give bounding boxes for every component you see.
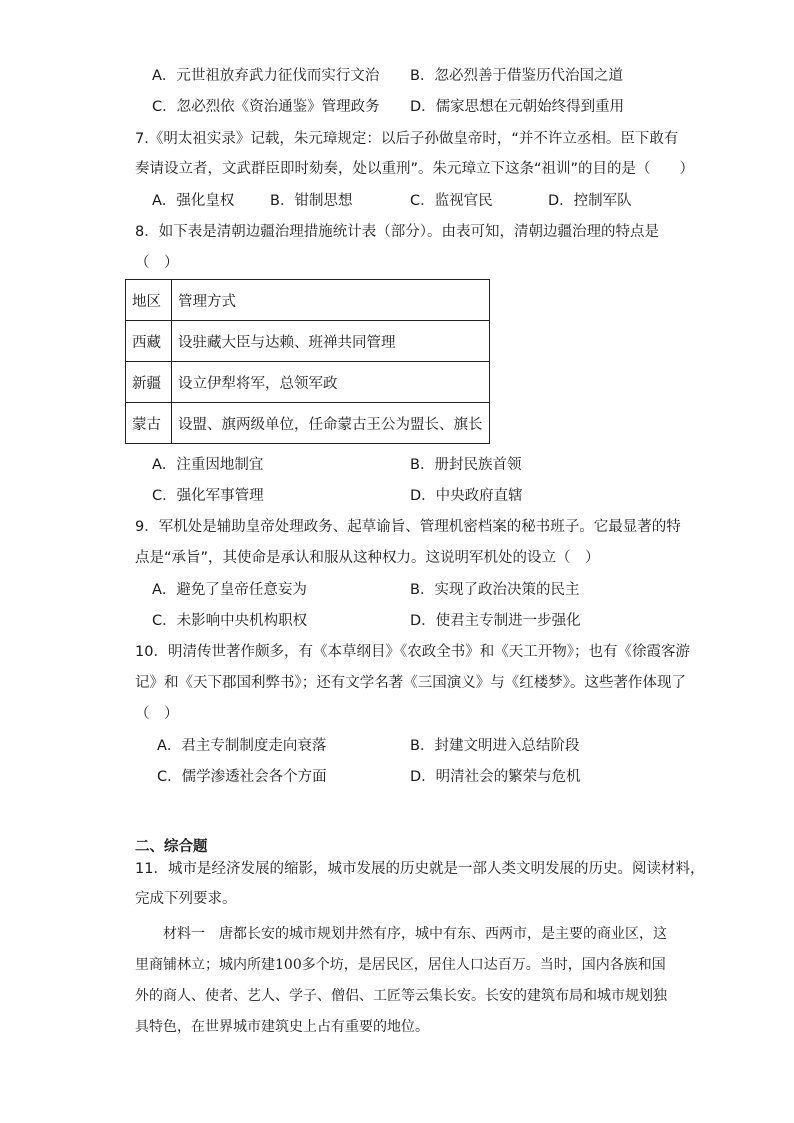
q10-option-a[interactable]: A．君主专制制度走向衰落 — [157, 738, 327, 754]
q8-option-b[interactable]: B．册封民族首领 — [410, 457, 522, 473]
q10-option-d[interactable]: D．明清社会的繁荣与危机 — [410, 769, 581, 785]
q7-stem-line1: 7.《明太祖实录》记载，朱元璋规定：以后子孙做皇帝时，“并不许立丞相。臣下敢有 — [135, 131, 679, 147]
table-cell: 新疆 — [126, 362, 172, 403]
material-line: 材料一 唐都长安的城市规划井然有序，城中有东、西两市，是主要的商业区，这 — [163, 926, 667, 942]
q7-stem-line2: 奏请设立者，文武群臣即时劾奏，处以重刑”。朱元璋立下这条“祖训”的目的是（ ） — [135, 161, 695, 177]
q9-option-b[interactable]: B．实现了政治决策的民主 — [410, 582, 580, 598]
q7-option-a[interactable]: A．强化皇权 — [152, 193, 235, 209]
table-cell: 蒙古 — [126, 403, 172, 444]
q8-table — [125, 279, 490, 444]
q8-option-a[interactable]: A．注重因地制宜 — [152, 457, 264, 473]
q7-option-c[interactable]: C．监视官民 — [410, 193, 493, 209]
q8-option-d[interactable]: D．中央政府直辖 — [410, 488, 523, 504]
q6-option-d[interactable]: D．儒家思想在元朝始终得到重用 — [410, 99, 625, 115]
table-cell: 西藏 — [126, 321, 172, 362]
q8-stem-line2: （ ） — [135, 255, 179, 271]
table-cell: 设立伊犁将军，总领军政 — [172, 362, 490, 403]
q9-option-a[interactable]: A．避免了皇帝任意妄为 — [152, 582, 307, 598]
table-row — [126, 362, 490, 403]
q8-stem-line1: 8．如下表是清朝边疆治理措施统计表（部分）。由表可知，清朝边疆治理的特点是 — [135, 224, 659, 240]
q8-option-c[interactable]: C．强化军事管理 — [152, 488, 264, 504]
q7-option-d[interactable]: D．控制军队 — [548, 193, 632, 209]
q7-option-b[interactable]: B．钳制思想 — [270, 193, 353, 209]
table-header-row — [126, 280, 490, 321]
q6-option-b[interactable]: B．忽必烈善于借鉴历代治国之道 — [410, 68, 623, 84]
q11-stem-line1: 11．城市是经济发展的缩影，城市发展的历史就是一部人类文明发展的历史。阅读材料， — [135, 861, 705, 877]
material-line: 外的商人、使者、艺人、学子、僧侣、工匠等云集长安。长安的建筑布局和城市规划独 — [135, 988, 667, 1004]
q10-option-c[interactable]: C．儒学渗透社会各个方面 — [157, 769, 327, 785]
table-header-cell: 地区 — [126, 280, 172, 321]
table-row — [126, 403, 490, 444]
q11-stem-line2: 完成下列要求。 — [135, 891, 237, 907]
q10-stem-line1: 10．明清传世著作颇多，有《本草纲目》《农政全书》和《天工开物》；也有《徐霞客游 — [135, 644, 690, 660]
table-header-cell: 管理方式 — [172, 280, 490, 321]
q10-stem-line2: 记》和《天下郡国利弊书》；还有文学名著《三国演义》与《红楼梦》。这些著作体现了 — [135, 675, 686, 691]
q9-option-d[interactable]: D．使君主专制进一步强化 — [410, 613, 581, 629]
section-title: 二、综合题 — [135, 839, 208, 855]
q9-stem-line2: 点是“承旨”，其使命是承认和服从这种权力。这说明军机处的设立（ ） — [135, 550, 600, 566]
q6-option-a[interactable]: A．元世祖放弃武力征伐而实行文治 — [152, 68, 380, 84]
q6-option-c[interactable]: C．忽必烈依《资治通鉴》管理政务 — [152, 99, 380, 115]
q10-option-b[interactable]: B．封建文明进入总结阶段 — [410, 738, 580, 754]
table-row — [126, 321, 490, 362]
table-cell: 设盟、旗两级单位，任命蒙古王公为盟长、旗长 — [172, 403, 490, 444]
material-line: 里商铺林立；城内所建100多个坊，是居民区，居住人口达百万。当时，国内各族和国 — [135, 957, 666, 973]
q9-option-c[interactable]: C．未影响中央机构职权 — [152, 613, 308, 629]
q10-stem-line3: （ ） — [135, 706, 179, 722]
q9-stem-line1: 9．军机处是辅助皇帝处理政务、起草谕旨、管理机密档案的秘书班子。它最显著的特 — [135, 519, 681, 535]
material-line: 具特色，在世界城市建筑史上占有重要的地位。 — [135, 1019, 429, 1035]
table-cell: 设驻藏大臣与达赖、班禅共同管理 — [172, 321, 490, 362]
